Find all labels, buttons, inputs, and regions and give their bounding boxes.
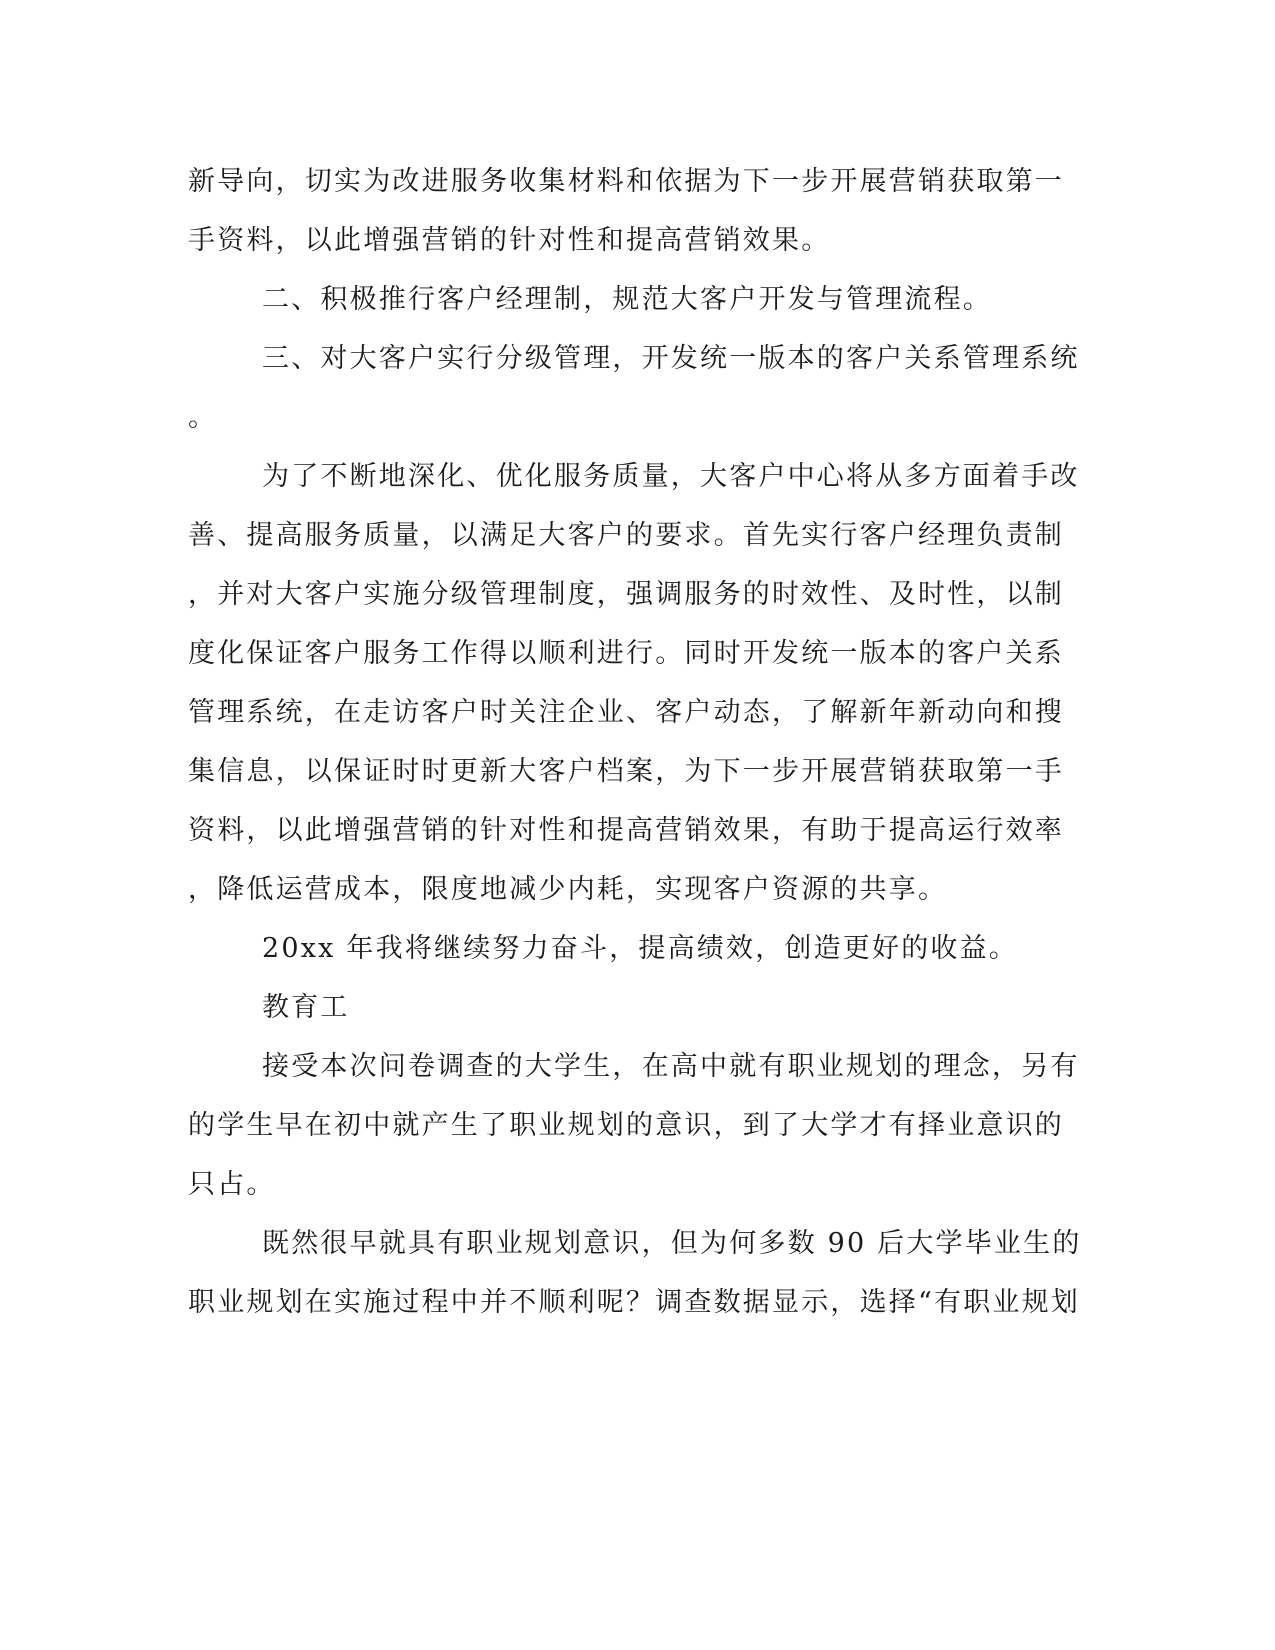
text-line: 集信息，以保证时时更新大客户档案，为下一步开展营销获取第一手 [188, 756, 1064, 787]
text-line: 善、提高服务质量，以满足大客户的要求。首先实行客户经理负责制 [188, 520, 1064, 551]
text-line: ，并对大客户实施分级管理制度，强调服务的时效性、及时性，以制 [188, 579, 1064, 610]
text-line: 度化保证客户服务工作得以顺利进行。同时开发统一版本的客户关系 [188, 638, 1064, 669]
section-heading: 教育工 [262, 992, 350, 1023]
text-line: 职业规划在实施过程中并不顺利呢？调查数据显示，选择“有职业规划 [188, 1287, 1081, 1318]
text-line: 资料，以此增强营销的针对性和提高营销效果，有助于提高运行效率 [188, 815, 1064, 846]
paragraph-start: 20xx 年我将继续努力奋斗，提高绩效，创造更好的收益。 [262, 933, 1018, 964]
text-line: 只占。 [188, 1169, 276, 1200]
text-line: 。 [188, 402, 218, 433]
text-line: 手资料，以此增强营销的针对性和提高营销效果。 [188, 225, 831, 256]
text-line: 的学生早在初中就产生了职业规划的意识，到了大学才有择业意识的 [188, 1110, 1064, 1141]
paragraph-start: 接受本次问卷调查的大学生，在高中就有职业规划的理念，另有 [262, 1051, 1080, 1082]
paragraph-start: 既然很早就具有职业规划意识，但为何多数 90 后大学毕业生的 [262, 1228, 1082, 1259]
text-line: ，降低运营成本，限度地减少内耗，实现客户资源的共享。 [188, 874, 948, 905]
text-line: 新导向，切实为改进服务收集材料和依据为下一步开展营销获取第一 [188, 166, 1064, 197]
text-line: 管理系统，在走访客户时关注企业、客户动态，了解新年新动向和搜 [188, 697, 1064, 728]
paragraph-start: 为了不断地深化、优化服务质量，大客户中心将从多方面着手改 [262, 461, 1080, 492]
list-item: 二、积极推行客户经理制，规范大客户开发与管理流程。 [262, 284, 992, 315]
list-item: 三、对大客户实行分级管理，开发统一版本的客户关系管理系统 [262, 343, 1080, 374]
